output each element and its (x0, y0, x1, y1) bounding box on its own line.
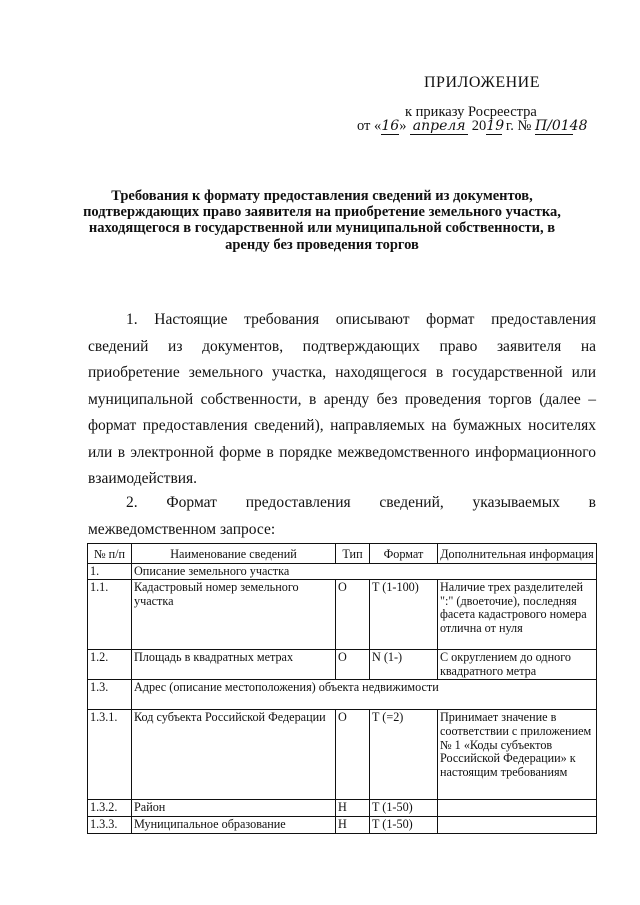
row-format: N (1-) (370, 650, 438, 680)
row-type: O (336, 710, 370, 800)
table-row (88, 816, 597, 833)
row-type: O (336, 650, 370, 680)
row-info (438, 816, 597, 833)
header-format: Формат (370, 544, 438, 564)
handwritten-order-number: П/0148 (534, 118, 588, 134)
row-info: Принимает значение в соответствии с приложением № 1 «Коды субъектов Российской Федерации» к настоящим требованиям (438, 710, 597, 800)
row-num: 1.3.3. (88, 816, 132, 833)
date-mid: » (399, 118, 407, 134)
table-row (88, 580, 597, 650)
row-type: Н (336, 800, 370, 817)
table-row (88, 563, 597, 580)
table-row (88, 710, 597, 800)
row-num: 1.1. (88, 580, 132, 650)
document-heading (80, 188, 564, 253)
row-name: Адрес (описание местоположения) объекта недвижимости (132, 680, 597, 710)
handwritten-month: апреля (410, 119, 468, 135)
row-format: T (=2) (370, 710, 438, 800)
row-type: O (336, 580, 370, 650)
row-name: Кадастровый номер земельного участка (132, 580, 336, 650)
header-type: Тип (336, 544, 370, 564)
row-info (438, 800, 597, 817)
order-date-line (357, 118, 588, 135)
row-format: T (1-50) (370, 816, 438, 833)
row-num: 1. (88, 563, 132, 580)
paragraph-1: 1. Настоящие требования описывают формат предоставления сведений из документов, подтверждающих право заявителя на приобретение земельного участка, находящегося в государственной или муниципальной собственности, в аренду без проведения торгов (далее – формат предоставления сведений), направляемых на бумажных носителях или в электронной форме в порядке межведомственного информационного взаимодействия. (88, 311, 596, 487)
row-name: Район (132, 800, 336, 817)
row-name: Код субъекта Российской Федерации (132, 710, 336, 800)
table-row (88, 800, 597, 817)
row-name: Площадь в квадратных метрах (132, 650, 336, 680)
paragraph-2: 2. Формат предоставления сведений, указываемых в межведомственном запросе: (88, 494, 596, 538)
table-row (88, 680, 597, 710)
number-label: г. № (505, 118, 532, 134)
row-name: Муниципальное образование (132, 816, 336, 833)
row-format: T (1-50) (370, 800, 438, 817)
row-info: Наличие трех разделителей ":" (двоеточие), последняя фасета кадастрового номера отлична от нуля (438, 580, 597, 650)
requirements-table (87, 543, 597, 834)
header-name: Наименование сведений (132, 544, 336, 564)
date-prefix: от « (357, 118, 382, 134)
year-prefix: 20 (471, 118, 487, 134)
row-num: 1.3. (88, 680, 132, 710)
row-type: Н (336, 816, 370, 833)
table-row (88, 650, 597, 680)
row-num: 1.3.1. (88, 710, 132, 800)
header-info: Дополнительная информация (438, 544, 597, 564)
row-name: Описание земельного участка (132, 563, 597, 580)
header-num: № п/п (88, 544, 132, 564)
row-format: T (1-100) (370, 580, 438, 650)
heading-text: Требования к формату предоставления сведений из документов, подтверждающих право заявителя на приобретение земельного участка, находящегося в государственной или муниципальной собственности, в аренду без проведения торгов (83, 188, 561, 253)
row-info: С округлением до одного квадратного метра (438, 650, 597, 680)
handwritten-day: 16 (381, 118, 400, 134)
row-num: 1.2. (88, 650, 132, 680)
appendix-title: ПРИЛОЖЕНИЕ (424, 74, 541, 91)
table-header-row (88, 544, 597, 564)
row-num: 1.3.2. (88, 800, 132, 817)
handwritten-year: 19 (486, 118, 505, 134)
order-reference: к приказу Росреестра (405, 104, 537, 120)
